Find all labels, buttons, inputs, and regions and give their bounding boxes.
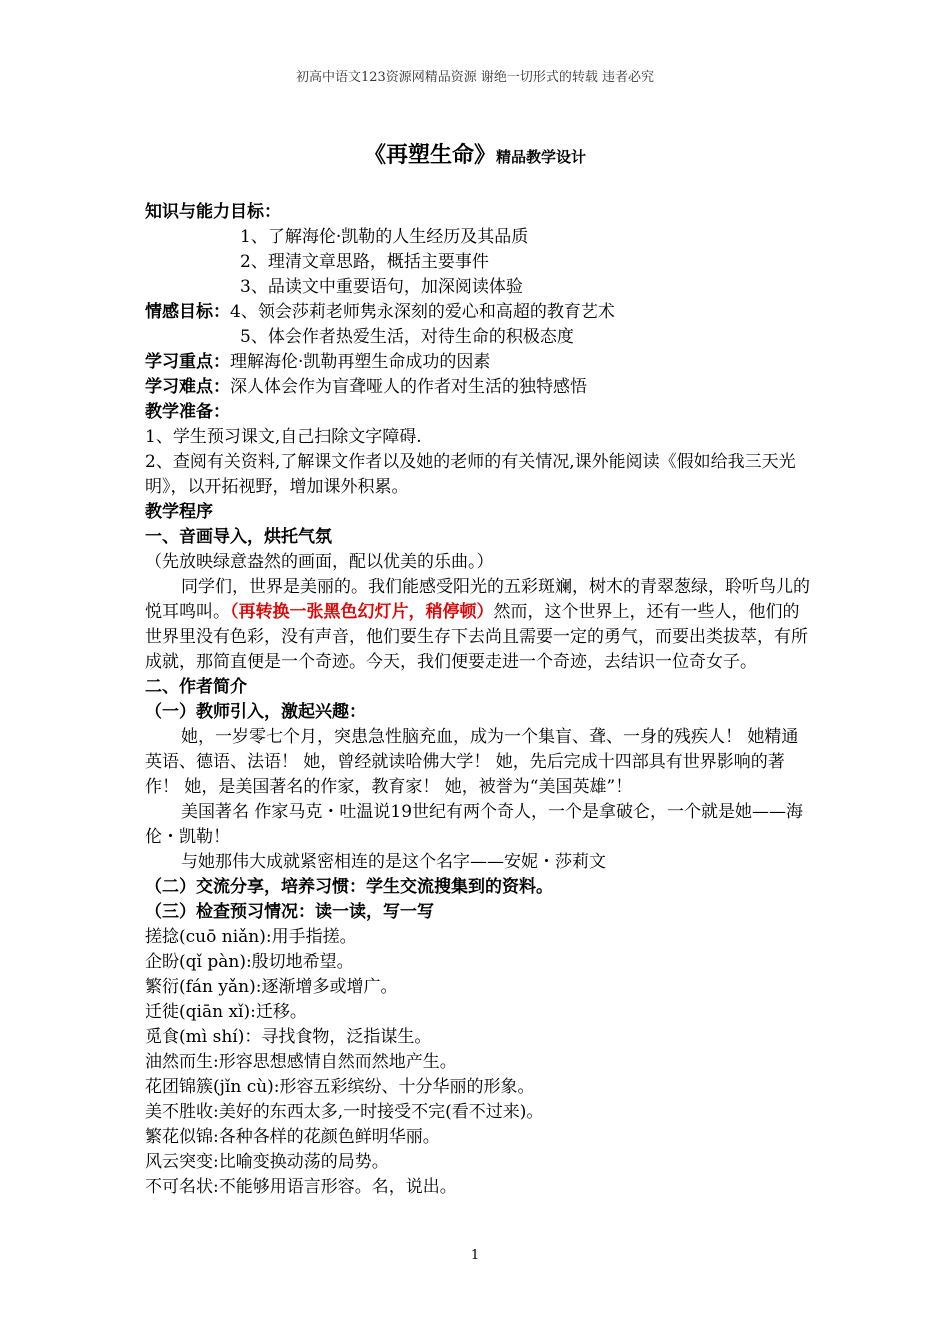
page-header: 初高中语文123资源网精品资源 谢绝一切形式的转载 违者必究 — [295, 70, 655, 85]
emotion-objectives-label: 情感目标： — [145, 302, 230, 322]
subsection-heading: （一）教师引入，激起兴趣： — [145, 702, 366, 722]
section-heading: 一、音画导入，烘托气氛 — [145, 527, 332, 547]
learning-difficulty-text: 深人体会作为盲聋哑人的作者对生活的独特感悟 — [230, 377, 587, 397]
paragraph: 她，一岁零七个月，突患急性脑充血，成为一个集盲、聋、一身的残疾人！ 她精通英语、德语、法语！ 她，曾经就读哈佛大学！ 她，先后完成十四部具有世界影响的著作！ 她，是美国著名的作家，教育家！ 她，被誉为“美国英雄”！ — [145, 727, 799, 797]
emotion-objectives-row — [145, 300, 810, 325]
title-main: 《再塑生命》 — [363, 142, 496, 168]
objective-item: 4、领会莎莉老师隽永深刻的爱心和高超的教育艺术 — [230, 302, 615, 322]
paragraph: 美国著名 作家马克・吐温说19世纪有两个奇人，一个是拿破仑，一个就是她——海伦・凯勒！ — [145, 802, 804, 847]
title-sub: 精品教学设计 — [496, 148, 587, 166]
procedure-label: 教学程序 — [145, 502, 213, 522]
vocab-item: 搓捻(cuō niǎn):用手指搓。 — [145, 927, 357, 947]
prep-item: 1、学生预习课文,自己扫除文字障碍. — [145, 427, 422, 447]
vocab-item: 觅食(mì shí)：寻找食物，泛指谋生。 — [145, 1027, 432, 1047]
vocab-item: 风云突变:比喻变换动荡的局势。 — [145, 1152, 389, 1172]
learning-focus-row — [145, 350, 810, 375]
stage-direction-highlight: （再转换一张黑色幻灯片，稍停顿） — [230, 602, 494, 622]
learning-difficulty-row — [145, 375, 810, 400]
vocab-item: 油然而生:形容思想感情自然而然地产生。 — [145, 1052, 457, 1072]
stage-direction: （先放映绿意盎然的画面，配以优美的乐曲。） — [145, 552, 494, 572]
objective-item: 3、品读文中重要语句，加深阅读体验 — [240, 277, 523, 297]
learning-focus-text: 理解海伦·凯勒再塑生命成功的因素 — [230, 352, 491, 372]
paragraph-text: 然而，这个世界上，还有一些人，他们的世界里没有色彩，没有声音，他们要生存下去尚且需要一定的勇气，而要出类拔萃，有所成就，那简直便是一个奇迹。今天，我们便要走进一个奇迹，去结识一位奇女子。 — [145, 602, 808, 672]
vocab-item: 繁衍(fán yǎn):逐渐增多或增广。 — [145, 977, 398, 997]
knowledge-objectives-label: 知识与能力目标： — [145, 202, 281, 222]
objective-item: 1、了解海伦·凯勒的人生经历及其品质 — [240, 227, 529, 247]
paragraph-text: 同学们，世界是美丽的。我们能感受阳光的五彩斑斓，树木的青翠葱绿，聆听鸟儿的悦耳鸣叫。 — [145, 577, 810, 622]
subsection-heading: （二）交流分享，培养习惯：学生交流搜集到的资料。 — [145, 877, 553, 897]
subsection-heading: （三）检查预习情况：读一读，写一写 — [145, 902, 434, 922]
vocab-item: 企盼(qǐ pàn):殷切地希望。 — [145, 952, 354, 972]
paragraph — [145, 575, 810, 675]
vocab-item: 花团锦簇(jǐn cù):形容五彩缤纷、十分华丽的形象。 — [145, 1077, 535, 1097]
vocab-item: 不可名状:不能够用语言形容。名，说出。 — [145, 1177, 457, 1197]
vocab-item: 繁花似锦:各种各样的花颜色鲜明华丽。 — [145, 1127, 440, 1147]
objective-item: 2、理清文章思路，概括主要事件 — [240, 252, 489, 272]
teaching-prep-label: 教学准备： — [145, 402, 230, 422]
learning-focus-label: 学习重点： — [145, 352, 230, 372]
objective-item: 5、体会作者热爱生活，对待生命的积极态度 — [240, 327, 574, 347]
document-body — [145, 200, 810, 1200]
prep-item: 2、查阅有关资料,了解课文作者以及她的老师的有关情况,课外能阅读《假如给我三天光明》，以开拓视野，增加课外积累。 — [145, 452, 796, 497]
learning-difficulty-label: 学习难点： — [145, 377, 230, 397]
paragraph: 与她那伟大成就紧密相连的是这个名字——安妮・莎莉文 — [181, 852, 606, 872]
vocab-item: 迁徙(qiān xǐ):迁移。 — [145, 1002, 307, 1022]
section-heading: 二、作者简介 — [145, 677, 247, 697]
document-title — [0, 138, 950, 169]
page-number: 1 — [470, 1248, 480, 1263]
vocab-item: 美不胜收:美好的东西太多,一时接受不完(看不过来)。 — [145, 1102, 544, 1122]
